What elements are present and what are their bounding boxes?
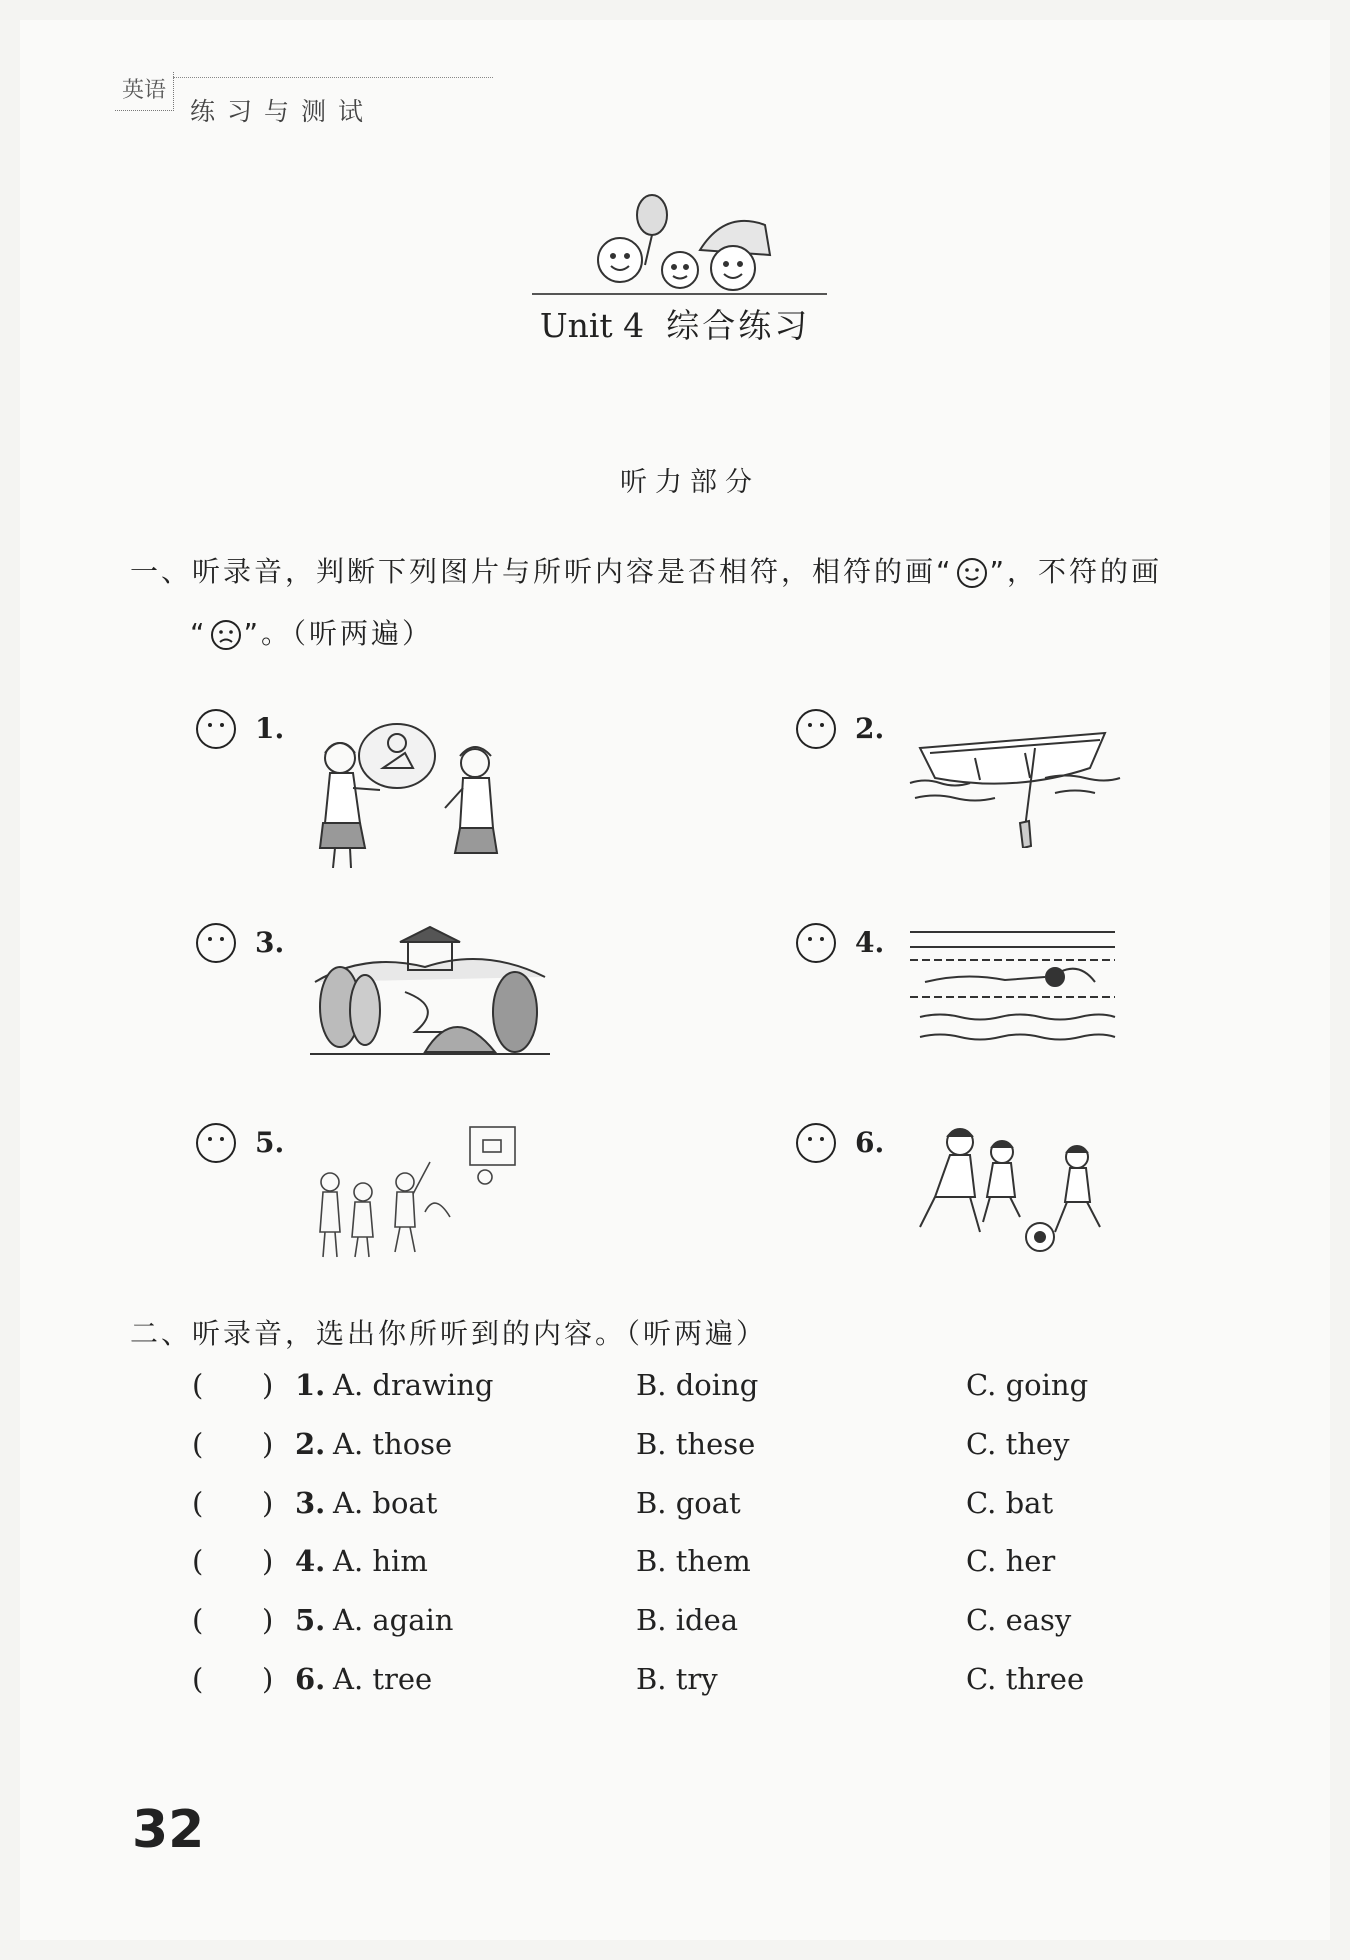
answer-paren-open[interactable]: ( [192,1544,204,1578]
answer-paren-close: ) [262,1486,274,1520]
header-divider [173,77,493,78]
rowing-boat-picture [905,708,1125,848]
sad-face-icon [210,619,242,651]
option-a: A. again [333,1603,454,1637]
option-c: C. bat [966,1486,1054,1520]
option-a: A. those [333,1427,453,1461]
part1-instruction-line2 [190,612,433,652]
option-c: C. easy [966,1603,1072,1637]
part2-instruction: 二、听录音，选出你所听到的内容。（听两遍） [130,1317,768,1350]
football-picture [905,1122,1135,1262]
part1-instruction-text-b: ”，不符的画 [989,555,1163,588]
blank-face-icon[interactable] [195,1122,237,1164]
part1-instruction-text-a: 一、听录音，判断下列图片与所听内容是否相符，相符的画“ [130,555,954,588]
unit-title-rule [532,293,827,295]
option-a: A. him [333,1544,428,1578]
item-number: 5. [255,1126,285,1159]
part1-instruction-line1 [130,550,1162,590]
answer-paren-open[interactable]: ( [192,1427,204,1461]
choice-row-3 [0,1486,1350,1536]
basketball-picture [305,1122,535,1262]
answer-paren-open[interactable]: ( [192,1486,204,1520]
option-c: C. going [966,1368,1089,1402]
part1-instruction-text-c: “ [190,617,208,650]
choice-row-5 [0,1603,1350,1653]
children-illustration [585,190,785,300]
two-girls-talking-picture [305,708,535,868]
option-b: B. try [636,1662,718,1696]
option-c: C. they [966,1427,1070,1461]
question-number: 6. [295,1662,326,1696]
option-c: C. her [966,1544,1056,1578]
option-b: B. goat [636,1486,741,1520]
unit-title [0,300,1350,347]
answer-paren-close: ) [262,1544,274,1578]
answer-paren-open[interactable]: ( [192,1368,204,1402]
option-a: A. drawing [333,1368,494,1402]
option-a: A. boat [333,1486,438,1520]
page-number: 32 [132,1800,205,1860]
choice-row-2 [0,1427,1350,1477]
choice-row-6 [0,1662,1350,1712]
unit-name: 综合练习 [666,306,811,345]
answer-paren-close: ) [262,1603,274,1637]
question-number: 1. [295,1368,326,1402]
answer-paren-close: ) [262,1427,274,1461]
book-title: 练习与测试 [190,97,376,126]
option-b: B. doing [636,1368,759,1402]
subject-label: 英语 [115,72,174,111]
answer-paren-open[interactable]: ( [192,1662,204,1696]
option-c: C. three [966,1662,1085,1696]
blank-face-icon[interactable] [795,1122,837,1164]
item-number: 3. [255,926,285,959]
choice-row-4 [0,1544,1350,1594]
blank-face-icon[interactable] [195,922,237,964]
park-pavilion-picture [305,922,555,1062]
item-number: 4. [855,926,885,959]
question-number: 4. [295,1544,326,1578]
answer-paren-open[interactable]: ( [192,1603,204,1637]
item-number: 2. [855,712,885,745]
choice-row-1 [0,1368,1350,1418]
blank-face-icon[interactable] [795,922,837,964]
option-b: B. them [636,1544,751,1578]
option-b: B. idea [636,1603,739,1637]
option-b: B. these [636,1427,756,1461]
part1-instruction-text-d: ”。（听两遍） [243,617,434,650]
question-number: 3. [295,1486,326,1520]
swimming-picture [905,922,1125,1052]
question-number: 5. [295,1603,326,1637]
blank-face-icon[interactable] [795,708,837,750]
question-number: 2. [295,1427,326,1461]
item-number: 6. [855,1126,885,1159]
option-a: A. tree [333,1662,433,1696]
smile-face-icon [956,557,988,589]
item-number: 1. [255,712,285,745]
blank-face-icon[interactable] [195,708,237,750]
answer-paren-close: ) [262,1662,274,1696]
answer-paren-close: ) [262,1368,274,1402]
unit-label: Unit 4 [539,306,645,345]
section-title: 听力部分 [620,467,760,498]
